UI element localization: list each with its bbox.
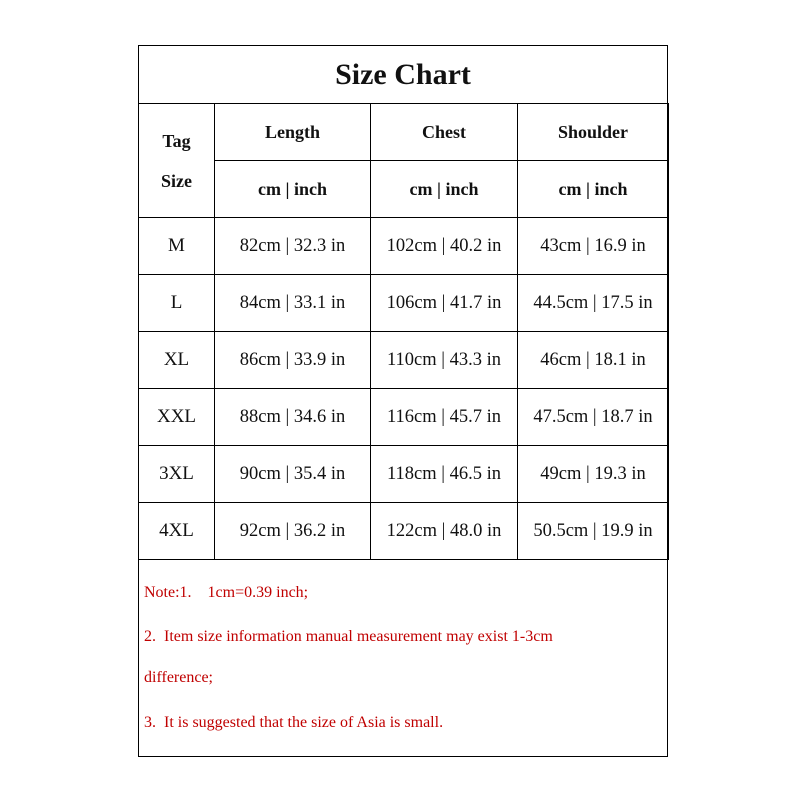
chest-header: Chest (371, 104, 518, 161)
chest-units: cm | inch (371, 161, 518, 218)
table-row (139, 332, 669, 389)
table-row (139, 446, 669, 503)
tag-size-header (139, 104, 215, 218)
page-title: Size Chart (139, 46, 667, 104)
length-header: Length (215, 104, 371, 161)
shoulder-cell: 46cm | 18.1 in (518, 332, 669, 389)
tag-header-line1: Tag (162, 130, 191, 151)
length-cell: 86cm | 33.9 in (215, 332, 371, 389)
note-3: 3. It is suggested that the size of Asia is small. (144, 714, 444, 731)
shoulder-cell: 49cm | 19.3 in (518, 446, 669, 503)
chest-cell: 110cm | 43.3 in (371, 332, 518, 389)
table-row (139, 218, 669, 275)
shoulder-cell: 44.5cm | 17.5 in (518, 275, 669, 332)
size-cell: M (139, 218, 215, 275)
size-chart-frame (138, 45, 668, 757)
table-row (139, 503, 669, 560)
shoulder-cell: 47.5cm | 18.7 in (518, 389, 669, 446)
size-cell: 4XL (139, 503, 215, 560)
shoulder-cell: 50.5cm | 19.9 in (518, 503, 669, 560)
length-cell: 84cm | 33.1 in (215, 275, 371, 332)
length-cell: 90cm | 35.4 in (215, 446, 371, 503)
chest-cell: 122cm | 48.0 in (371, 503, 518, 560)
note-2-line-1: 2. Item size information manual measurement may exist 1-3cm (144, 628, 553, 645)
header-row (139, 104, 669, 161)
chest-cell: 102cm | 40.2 in (371, 218, 518, 275)
length-cell: 82cm | 32.3 in (215, 218, 371, 275)
table-row (139, 275, 669, 332)
size-cell: XL (139, 332, 215, 389)
shoulder-units: cm | inch (518, 161, 669, 218)
length-cell: 92cm | 36.2 in (215, 503, 371, 560)
note-2-line-2: difference; (144, 669, 213, 686)
shoulder-header: Shoulder (518, 104, 669, 161)
units-row (139, 161, 669, 218)
shoulder-cell: 43cm | 16.9 in (518, 218, 669, 275)
size-cell: L (139, 275, 215, 332)
size-cell: XXL (139, 389, 215, 446)
length-cell: 88cm | 34.6 in (215, 389, 371, 446)
chest-cell: 116cm | 45.7 in (371, 389, 518, 446)
size-table (138, 103, 669, 560)
note-1: Note:1. 1cm=0.39 inch; (144, 584, 309, 601)
size-cell: 3XL (139, 446, 215, 503)
table-row (139, 389, 669, 446)
chest-cell: 106cm | 41.7 in (371, 275, 518, 332)
chest-cell: 118cm | 46.5 in (371, 446, 518, 503)
tag-header-line2: Size (161, 170, 192, 191)
length-units: cm | inch (215, 161, 371, 218)
